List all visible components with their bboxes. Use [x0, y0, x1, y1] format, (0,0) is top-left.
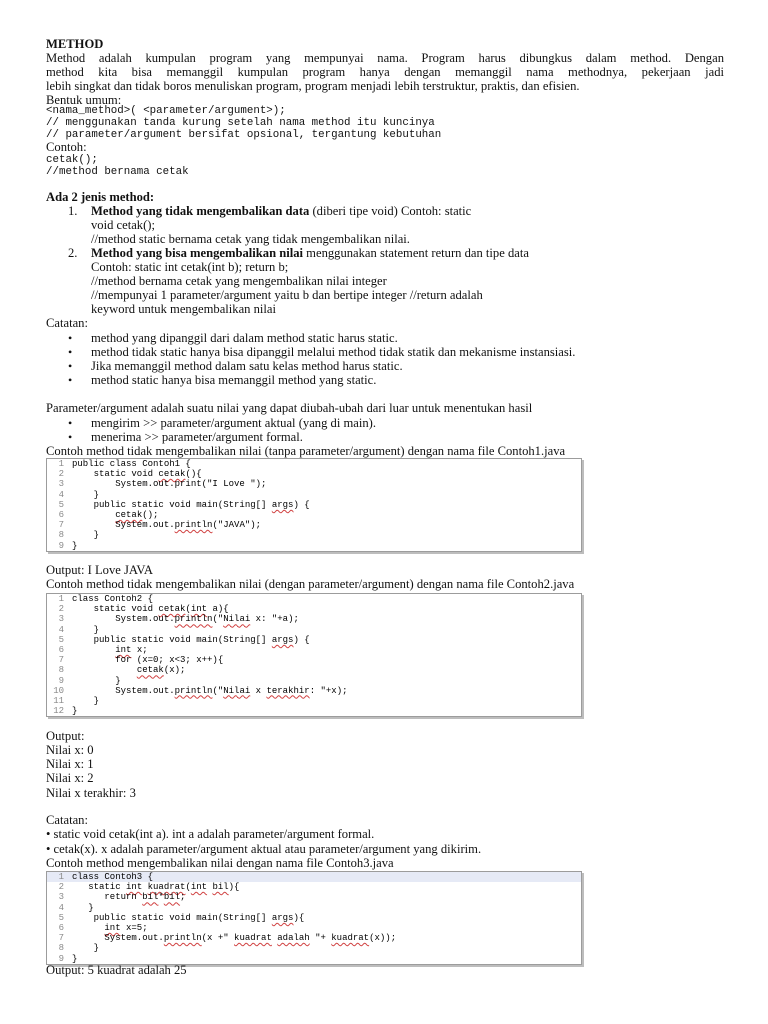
code-text: }	[72, 953, 78, 964]
param-text: Parameter/argument adalah suatu nilai yang dapat diubah-ubah dari luar untuk menentukan hasil	[46, 401, 533, 415]
line-number: 10	[53, 685, 64, 696]
code-text: return bil*bil;	[72, 892, 186, 903]
code-line	[47, 500, 581, 510]
code-line	[47, 913, 581, 923]
line-number: 6	[58, 509, 64, 520]
code-line	[47, 479, 581, 489]
bullet-icon: •	[68, 331, 73, 345]
code-line	[47, 943, 581, 953]
spellcheck-mark: Nilai	[223, 614, 251, 625]
code-block-contoh3	[46, 871, 582, 965]
param-item: mengirim >> parameter/argument aktual (yang di main).	[91, 416, 376, 430]
spellcheck-mark: println	[163, 933, 202, 944]
bullet-icon: •	[68, 416, 73, 430]
contoh-label: Contoh:	[46, 140, 87, 154]
code-text: int x;	[115, 644, 148, 655]
spellcheck-mark: kuadrat	[234, 933, 272, 944]
line-number: 4	[58, 624, 64, 635]
jenis1-title	[91, 204, 471, 218]
spellcheck-mark: Nilai	[223, 685, 251, 696]
code-line	[47, 676, 581, 686]
intro-line: Method adalah kumpulan program yang mempunyai nama. Program harus dibungkus dalam method. Dengan	[46, 51, 724, 65]
code-line	[47, 696, 581, 706]
contoh-code-line: //method bernama cetak	[46, 166, 189, 178]
spellcheck-mark: bil	[142, 892, 159, 903]
contoh-code-line: cetak();	[46, 154, 98, 166]
code-text: }	[72, 695, 100, 706]
syntax-line: // parameter/argument bersifat opsional, tergantung kebutuhan	[46, 129, 442, 141]
line-number: 12	[53, 706, 64, 717]
line-number: 3	[58, 892, 64, 903]
code-text: public static void main(String[] args) {	[72, 499, 310, 510]
page-title: METHOD	[46, 37, 104, 51]
param-item: menerima >> parameter/argument formal.	[91, 430, 303, 444]
spellcheck-mark: cetak	[158, 469, 186, 480]
code-line	[47, 686, 581, 696]
code-text: class Contoh2 {	[72, 594, 154, 604]
code-line	[47, 635, 581, 645]
code-text: }	[72, 706, 78, 717]
code-text: int x=5;	[104, 922, 148, 933]
bullet-icon: •	[68, 359, 73, 373]
line-number: 3	[58, 614, 64, 625]
code-line	[47, 892, 581, 902]
catatan2-label: Catatan:	[46, 813, 88, 827]
code-text: System.out.print("I Love ");	[72, 479, 267, 490]
spellcheck-mark: kuadrat	[147, 882, 186, 893]
spellcheck-mark: terakhir	[266, 685, 310, 696]
line-number: 8	[58, 530, 64, 541]
bentuk-umum-label: Bentuk umum:	[46, 93, 122, 107]
code-line	[47, 520, 581, 530]
code-text: }	[72, 540, 78, 551]
jenis-heading: Ada 2 jenis method:	[46, 190, 155, 204]
code-text: }	[72, 624, 100, 635]
line-number: 9	[58, 953, 64, 964]
code-line	[47, 604, 581, 614]
spellcheck-mark: kuadrat	[331, 933, 370, 944]
code-text: static void cetak(){	[72, 469, 202, 480]
spellcheck-mark: int	[104, 922, 121, 933]
bullet-icon: •	[68, 345, 73, 359]
code-line	[47, 625, 581, 635]
output3: Output: 5 kuadrat adalah 25	[46, 963, 187, 977]
line-number: 8	[58, 943, 64, 954]
code-line-highlighted	[47, 872, 581, 882]
code-text: cetak(x);	[136, 665, 186, 676]
line-number: 1	[58, 594, 64, 604]
output2-line: Nilai x: 2	[46, 771, 94, 785]
jenis2-line: Contoh: static int cetak(int b); return b;	[91, 260, 289, 274]
code-line	[47, 510, 581, 520]
code-text: }	[72, 530, 100, 541]
line-number: 7	[58, 520, 64, 531]
catatan-item: method yang dipanggil dari dalam method static harus static.	[91, 331, 398, 345]
catatan-item: method static hanya bisa memanggil method yang static.	[91, 373, 377, 387]
code-line	[47, 594, 581, 604]
spellcheck-mark: int	[190, 882, 208, 893]
line-number: 2	[58, 604, 64, 615]
jenis2-line: //mempunyai 1 parameter/argument yaitu b dan bertipe integer //return adalah	[91, 288, 483, 302]
spellcheck-mark: int	[115, 644, 132, 655]
spellcheck-mark: int	[190, 604, 208, 615]
code-text: }	[72, 489, 100, 500]
code-text: public static void main(String[] args){	[72, 912, 305, 923]
code-text: for (x=0; x<3; x++){	[72, 655, 224, 666]
code-line	[47, 459, 581, 469]
code-text: }	[72, 675, 121, 686]
jenis2-title	[91, 246, 529, 260]
code-line	[47, 665, 581, 675]
code-text: static int kuadrat(int bil){	[72, 882, 240, 893]
code-text: public static void main(String[] args) {	[72, 634, 310, 645]
code-text: cetak();	[115, 509, 159, 520]
spellcheck-mark: adalah	[277, 933, 310, 944]
code-line	[47, 541, 581, 551]
code-text: System.out.println("JAVA");	[72, 520, 262, 531]
jenis1-rest: (diberi tipe void) Contoh: static	[309, 204, 472, 218]
code-text: static void cetak(int a){	[72, 604, 229, 615]
code-line	[47, 882, 581, 892]
output1: Output: I Love JAVA	[46, 563, 153, 577]
code-line	[47, 614, 581, 624]
jenis1-bold: Method yang tidak mengembalikan data	[91, 204, 310, 218]
jenis1-line: void cetak();	[91, 218, 155, 232]
catatan2-item: • cetak(x). x adalah parameter/argument aktual atau parameter/argument yang dikirim.	[46, 842, 482, 856]
output2-line: Nilai x: 1	[46, 757, 94, 771]
spellcheck-mark: println	[174, 685, 213, 696]
spellcheck-mark: bil	[212, 882, 229, 893]
jenis2-line: keyword untuk mengembalikan nilai	[91, 302, 277, 316]
catatan-item: Jika memanggil method dalam satu kelas method harus static.	[91, 359, 403, 373]
bullet-icon: •	[68, 430, 73, 444]
bullet-icon: •	[68, 373, 73, 387]
line-number: 1	[58, 872, 64, 882]
spellcheck-mark: cetak	[158, 604, 186, 615]
code-text: System.out.println("Nilai x terakhir: "+x);	[72, 685, 348, 696]
output2-line: Nilai x terakhir: 3	[46, 786, 136, 800]
code-line	[47, 490, 581, 500]
output2-line: Output:	[46, 729, 85, 743]
line-number: 3	[58, 479, 64, 490]
code-line	[47, 706, 581, 716]
line-number: 6	[58, 644, 64, 655]
code-text: }	[72, 902, 94, 913]
jenis2-line: //method bernama cetak yang mengembalikan nilai integer	[91, 274, 387, 288]
line-number: 2	[58, 882, 64, 893]
line-number: 9	[58, 540, 64, 551]
spellcheck-mark: cetak	[115, 509, 143, 520]
spellcheck-mark: bil	[163, 892, 181, 903]
syntax-line: <nama_method>( <parameter/argument>);	[46, 105, 286, 117]
spellcheck-mark: println	[174, 520, 213, 531]
code-text: class Contoh3 {	[72, 872, 154, 882]
code-text: System.out.println(x +" kuadrat adalah "+ kuadrat(x));	[72, 933, 397, 944]
line-number: 6	[58, 922, 64, 933]
line-number: 4	[58, 902, 64, 913]
code-line	[47, 903, 581, 913]
code-line	[47, 923, 581, 933]
code-line	[47, 933, 581, 943]
line-number: 4	[58, 489, 64, 500]
line-number: 7	[58, 933, 64, 944]
intro-line: lebih singkat dan tidak boros menuliskan program, program menjadi lebih terstruktur, praktis, dan efisien.	[46, 79, 580, 93]
syntax-line: // menggunakan tanda kurung setelah nama method itu kuncinya	[46, 117, 435, 129]
catatan-item: method tidak static hanya bisa dipanggil melalui method tidak statik dan mekanisme instansiasi.	[91, 345, 576, 359]
line-number: 5	[58, 634, 64, 645]
contoh3-caption: Contoh method mengembalikan nilai dengan nama file Contoh3.java	[46, 856, 394, 870]
line-number: 2	[58, 469, 64, 480]
list-number: 1.	[68, 204, 78, 218]
spellcheck-mark: println	[174, 614, 213, 625]
jenis2-bold: Method yang bisa mengembalikan nilai	[91, 246, 304, 260]
spellcheck-mark: int	[126, 882, 143, 893]
code-line	[47, 645, 581, 655]
code-block-contoh1	[46, 458, 582, 552]
list-number: 2.	[68, 246, 78, 260]
code-line	[47, 469, 581, 479]
line-number: 5	[58, 499, 64, 510]
jenis2-rest: menggunakan statement return dan tipe data	[303, 246, 529, 260]
jenis1-line: //method static bernama cetak yang tidak mengembalikan nilai.	[91, 232, 410, 246]
catatan-label: Catatan:	[46, 316, 88, 330]
code-text: }	[72, 943, 100, 954]
line-number: 11	[53, 695, 64, 706]
line-number: 9	[58, 675, 64, 686]
contoh1-caption: Contoh method tidak mengembalikan nilai (tanpa parameter/argument) dengan nama file Contoh1.java	[46, 444, 566, 458]
spellcheck-mark: args	[271, 912, 294, 923]
spellcheck-mark: cetak	[136, 665, 164, 676]
line-number: 8	[58, 665, 64, 676]
spellcheck-mark: args	[271, 499, 294, 510]
code-line	[47, 655, 581, 665]
line-number: 1	[58, 459, 64, 469]
code-line	[47, 530, 581, 540]
code-text: System.out.println("Nilai x: "+a);	[72, 614, 299, 625]
code-text: public class Contoh1 {	[72, 459, 191, 469]
spellcheck-mark: args	[271, 634, 294, 645]
output2-line: Nilai x: 0	[46, 743, 94, 757]
intro-line: method kita bisa memanggil kumpulan program hanya dengan memanggil nama methodnya, pekerjaan jadi	[46, 65, 724, 79]
contoh2-caption: Contoh method tidak mengembalikan nilai (dengan parameter/argument) dengan nama file Contoh2.java	[46, 577, 575, 591]
code-block-contoh2	[46, 593, 582, 717]
line-number: 5	[58, 912, 64, 923]
line-number: 7	[58, 655, 64, 666]
catatan2-item: • static void cetak(int a). int a adalah parameter/argument formal.	[46, 827, 375, 841]
